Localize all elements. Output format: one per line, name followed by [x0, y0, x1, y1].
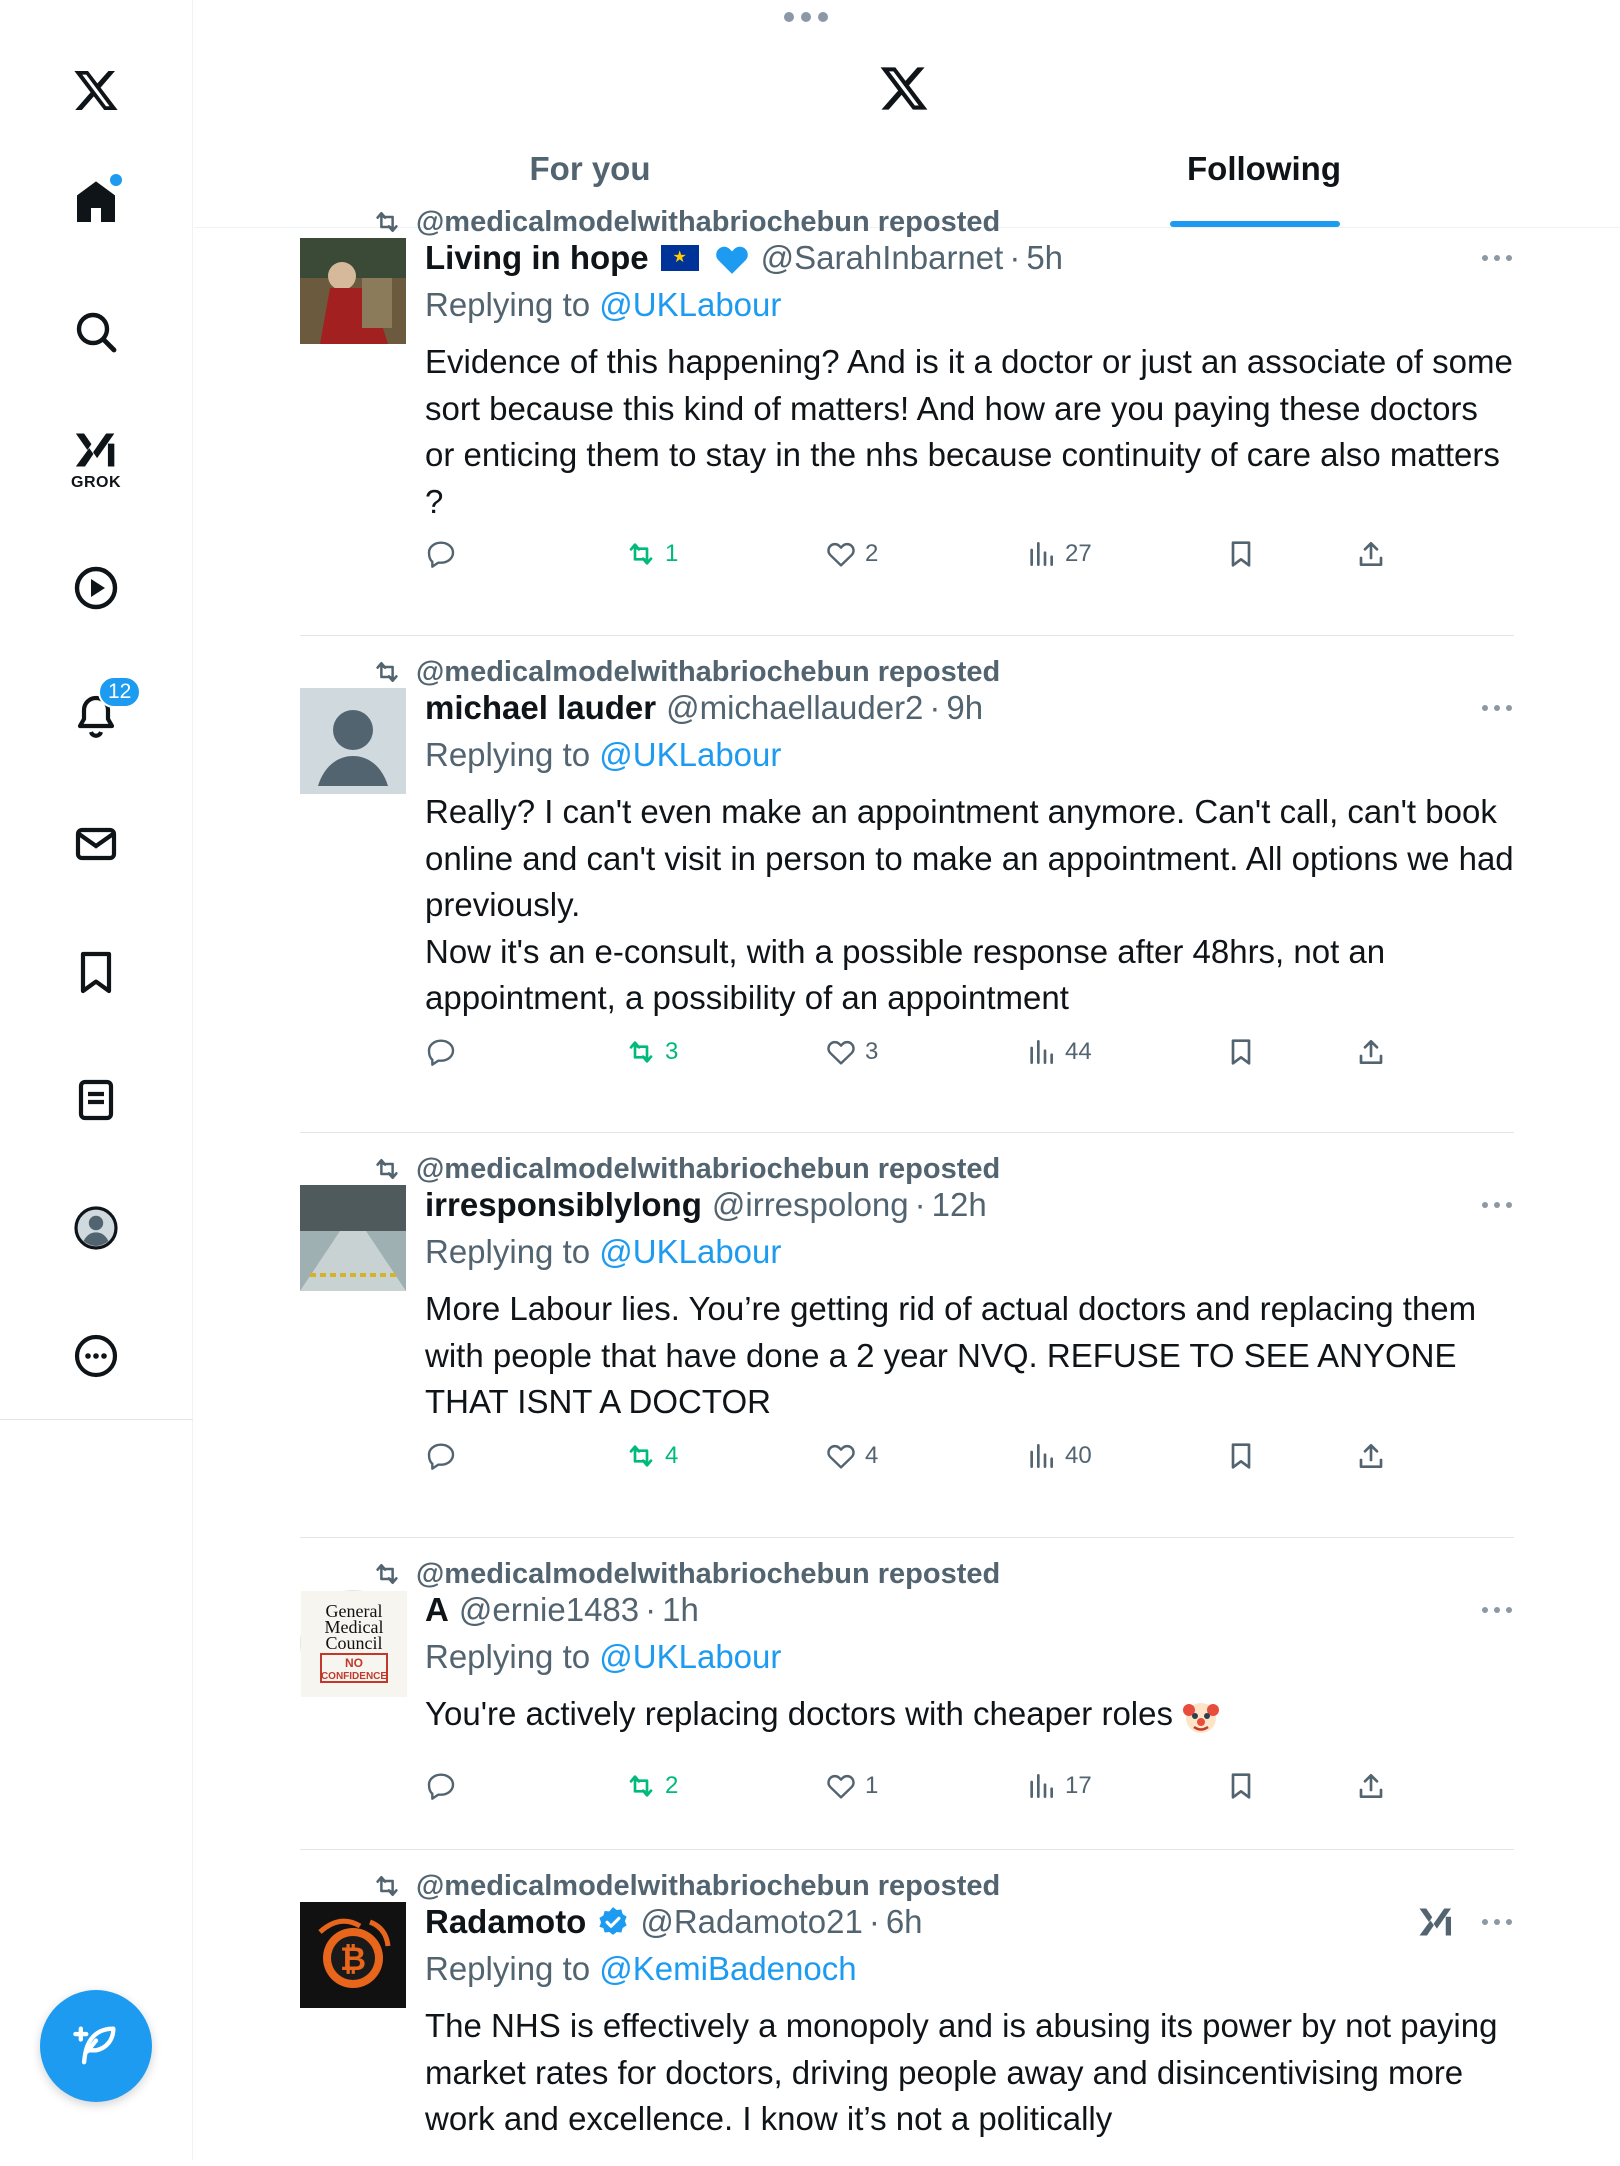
- mention-link[interactable]: @UKLabour: [599, 286, 782, 323]
- eu-flag-emoji: [661, 245, 699, 271]
- share-button[interactable]: [1355, 1030, 1395, 1074]
- timeline-feed: [194, 205, 1620, 2160]
- views-chart-icon: [1025, 1770, 1057, 1802]
- grok-label: GROK: [71, 474, 121, 491]
- repost-button[interactable]: 1: [625, 532, 678, 576]
- sidebar-item-messages[interactable]: [56, 804, 136, 884]
- heart-icon: [825, 1440, 857, 1472]
- views-chart-icon: [1025, 1036, 1057, 1068]
- sidebar-item-more[interactable]: [56, 1316, 136, 1396]
- window-handle-dots[interactable]: [784, 12, 828, 22]
- views-button[interactable]: 44: [1025, 1030, 1092, 1074]
- svg-text:₿: ₿: [339, 1941, 367, 1977]
- reply-button[interactable]: [425, 1030, 465, 1074]
- tab-following[interactable]: Following: [1187, 150, 1341, 187]
- default-avatar-image: [300, 688, 406, 794]
- author-handle[interactable]: @SarahInbarnet: [760, 239, 1004, 276]
- avatar[interactable]: [300, 1185, 406, 1291]
- reply-icon: [425, 1770, 457, 1802]
- share-icon: [1355, 1036, 1387, 1068]
- post[interactable]: @medicalmodelwithabriochebun reposted ₿ Radamoto @Radamoto21 · 6h Replying to @KemiBadenoch The NHS is effectively a monopoly and is abusing its power by not paying market rates for doctors, driving people away and disincentivising more work and excellence. I know it’s not a politically: [300, 1866, 1514, 2166]
- bookmark-icon: [72, 948, 120, 996]
- post-divider: [300, 1537, 1514, 1538]
- more-options-icon[interactable]: [1480, 1200, 1514, 1210]
- reply-button[interactable]: [425, 532, 465, 576]
- author-handle[interactable]: @Radamoto21: [640, 1903, 863, 1940]
- avatar[interactable]: [300, 1590, 406, 1696]
- mention-link[interactable]: @UKLabour: [599, 1233, 782, 1270]
- like-button[interactable]: 2: [825, 532, 878, 576]
- repost-indicator: @medicalmodelwithabriochebun reposted: [372, 1866, 1000, 1906]
- repost-indicator: @medicalmodelwithabriochebun reposted: [372, 1149, 1000, 1189]
- share-icon: [1355, 1440, 1387, 1472]
- sidebar: [0, 0, 193, 2160]
- svg-text:CONFIDENCE: CONFIDENCE: [320, 1671, 388, 1682]
- avatar[interactable]: [300, 688, 406, 794]
- reply-icon: [425, 538, 457, 570]
- post[interactable]: @medicalmodelwithabriochebun reposted michael lauder @michaellauder2 · 9h Replying to @UKLabour Really? I can't even make an appointment anymore. Can't call, can't book online and can't visit in person to make an appointment. All options we had previously. Now it's an e-consult, with a possible response after 48hrs, not an appointment, a possibility of an appointment 3 3 44: [300, 652, 1514, 1122]
- post[interactable]: @medicalmodelwithabriochebun reposted Living in hope ★ @SarahInbarnet · 5h Replying to @UKLabour Evidence of this happening? And is it a doctor or just an associate of some sort because this kind of matters! And how are you paying these doctors or enticing them to stay in the nhs because continuity of care also matters ? 1 2 27: [300, 202, 1514, 622]
- tab-for-you[interactable]: For you: [529, 150, 651, 187]
- list-icon: [72, 1076, 120, 1124]
- compose-feather-icon: [70, 2020, 122, 2072]
- replying-to: Replying to @UKLabour: [425, 1233, 782, 1270]
- post-text: You're actively replacing doctors with cheaper roles: [425, 1691, 1515, 1738]
- video-play-icon: [72, 564, 120, 612]
- post-divider: [300, 1849, 1514, 1850]
- bookmark-button[interactable]: [1225, 532, 1265, 576]
- post-actions: [425, 1030, 1515, 1074]
- author-name[interactable]: Living in hope: [425, 239, 649, 276]
- reply-icon: [425, 1036, 457, 1068]
- repost-button[interactable]: 4: [625, 1434, 678, 1478]
- post-time[interactable]: 5h: [1026, 239, 1064, 276]
- like-button[interactable]: 1: [825, 1764, 878, 1808]
- repost-button[interactable]: 2: [625, 1764, 678, 1808]
- more-options-icon[interactable]: [1480, 703, 1514, 713]
- heart-icon: [825, 1036, 857, 1068]
- views-chart-icon: [1025, 538, 1057, 570]
- sidebar-item-lists[interactable]: [56, 1060, 136, 1140]
- x-logo-icon: [878, 62, 930, 114]
- avatar[interactable]: [300, 238, 406, 344]
- repost-icon: [372, 1559, 402, 1589]
- post-divider: [300, 1132, 1514, 1133]
- repost-icon: [625, 538, 657, 570]
- sidebar-item-notifications[interactable]: [56, 676, 136, 756]
- notifications-badge: 12: [98, 676, 141, 708]
- post-divider: [300, 635, 1514, 636]
- grok-icon: [72, 428, 120, 472]
- share-button[interactable]: [1355, 532, 1395, 576]
- post-time[interactable]: 1h: [662, 1591, 699, 1628]
- post-actions: [425, 1434, 1515, 1478]
- repost-icon: [372, 1154, 402, 1184]
- replying-to: Replying to @KemiBadenoch: [425, 1950, 857, 1987]
- post-text: Evidence of this happening? And is it a doctor or just an associate of some sort because this kind of matters! And how are you paying these doctors or enticing them to stay in the nhs because continuity of care also matters ?: [425, 343, 1522, 520]
- gmc-no-confidence-avatar: [301, 1591, 407, 1697]
- compose-post-button[interactable]: [40, 1990, 152, 2102]
- mail-icon: [72, 820, 120, 868]
- repost-button[interactable]: 3: [625, 1030, 678, 1074]
- repost-icon: [372, 207, 402, 237]
- post[interactable]: @medicalmodelwithabriochebun reposted General Medical Council NO CONFIDENCE A @ernie1483 · 1h Replying to @UKLabour You're actively replacing doctors with cheaper roles 2 1 17: [300, 1554, 1514, 1854]
- heart-icon: [825, 1770, 857, 1802]
- like-button[interactable]: 3: [825, 1030, 878, 1074]
- post-actions: [425, 1764, 1515, 1808]
- svg-text:General: General: [325, 1601, 383, 1621]
- mention-link[interactable]: @UKLabour: [599, 736, 782, 773]
- post-actions: [425, 532, 1515, 576]
- avatar-image: [300, 1185, 406, 1291]
- repost-icon: [372, 1871, 402, 1901]
- replying-to: Replying to @UKLabour: [425, 736, 782, 773]
- post-text: More Labour lies. You’re getting rid of actual doctors and replacing them with people that have done a 2 year NVQ. REFUSE TO SEE ANYONE THAT ISNT A DOCTOR: [425, 1290, 1486, 1420]
- author-name[interactable]: A: [425, 1591, 449, 1628]
- author-name[interactable]: michael lauder: [425, 689, 657, 726]
- views-button[interactable]: 27: [1025, 532, 1092, 576]
- post-text: The NHS is effectively a monopoly and is abusing its power by not paying market rates for doctors, driving people away and disincentivising more work and excellence. I know it’s not a politically: [425, 2007, 1507, 2137]
- more-options-icon[interactable]: [1480, 253, 1514, 263]
- post-time[interactable]: 9h: [946, 689, 984, 726]
- sidebar-item-bookmarks[interactable]: [56, 932, 136, 1012]
- grok-explain-icon[interactable]: [1416, 1904, 1456, 1940]
- sidebar-divider: [0, 1419, 193, 1420]
- search-icon: [72, 308, 120, 356]
- post-time[interactable]: 6h: [885, 1903, 923, 1940]
- author-handle[interactable]: @michaellauder2: [666, 689, 924, 726]
- home-unread-dot: [110, 174, 122, 186]
- share-icon: [1355, 1770, 1387, 1802]
- bookmark-button[interactable]: [1225, 1434, 1265, 1478]
- sidebar-item-search[interactable]: [56, 292, 136, 372]
- post-time[interactable]: 12h: [931, 1186, 987, 1223]
- avatar[interactable]: [300, 1902, 406, 2008]
- share-icon: [1355, 538, 1387, 570]
- bookmark-button[interactable]: [1225, 1030, 1265, 1074]
- reply-button[interactable]: [425, 1434, 465, 1478]
- post-text: Really? I can't even make an appointment anymore. Can't call, can't book online and can't visit in person to make an appointment. All options we had previously. Now it's an e-consult, with a possible response after 48hrs, not an appointment, a possibility of an appointment: [425, 793, 1514, 1016]
- more-options-icon[interactable]: [1480, 1605, 1514, 1615]
- author-name[interactable]: irresponsiblylong: [425, 1186, 702, 1223]
- views-chart-icon: [1025, 1440, 1057, 1472]
- svg-text:Council: Council: [325, 1633, 383, 1653]
- views-button[interactable]: 17: [1025, 1764, 1092, 1808]
- bookmark-icon: [1225, 1036, 1257, 1068]
- replying-to: Replying to @UKLabour: [425, 286, 782, 323]
- x-logo-icon: [72, 66, 120, 114]
- x-logo-link[interactable]: [56, 50, 136, 130]
- blue-heart-emoji: [713, 240, 751, 276]
- timeline-header: [194, 0, 1620, 228]
- repost-icon: [625, 1440, 657, 1472]
- sidebar-item-home[interactable]: [56, 162, 136, 242]
- repost-indicator: @medicalmodelwithabriochebun reposted: [372, 652, 1000, 692]
- sidebar-item-profile[interactable]: [56, 1188, 136, 1268]
- repost-indicator: @medicalmodelwithabriochebun reposted: [372, 202, 1000, 242]
- clown-emoji: [1181, 1696, 1221, 1736]
- author-name[interactable]: Radamoto: [425, 1903, 587, 1940]
- repost-icon: [625, 1036, 657, 1068]
- repost-icon: [625, 1770, 657, 1802]
- sidebar-item-grok[interactable]: [56, 420, 136, 500]
- svg-text:Medical: Medical: [324, 1617, 384, 1637]
- share-button[interactable]: [1355, 1434, 1395, 1478]
- replying-to: Replying to @UKLabour: [425, 1638, 782, 1675]
- sidebar-item-video[interactable]: [56, 548, 136, 628]
- reply-icon: [425, 1440, 457, 1472]
- views-button[interactable]: 40: [1025, 1434, 1092, 1478]
- more-circle-icon: [72, 1332, 120, 1380]
- author-handle[interactable]: @ernie1483: [458, 1591, 640, 1628]
- bookmark-icon: [1225, 1440, 1257, 1472]
- more-options-icon[interactable]: [1480, 1917, 1514, 1927]
- bookmark-icon: [1225, 538, 1257, 570]
- repost-indicator: @medicalmodelwithabriochebun reposted: [372, 1554, 1000, 1594]
- author-handle[interactable]: @irrespolong: [711, 1186, 909, 1223]
- share-button[interactable]: [1355, 1764, 1395, 1808]
- post[interactable]: @medicalmodelwithabriochebun reposted irresponsiblylong @irrespolong · 12h Replying to @UKLabour More Labour lies. You’re getting rid of actual doctors and replacing them with people that have done a 2 year NVQ. REFUSE TO SEE ANYONE THAT ISNT A DOCTOR 4 4 40: [300, 1149, 1514, 1529]
- bookmark-icon: [1225, 1770, 1257, 1802]
- bitcoin-dragon-avatar: [300, 1902, 406, 2008]
- reply-button[interactable]: [425, 1764, 465, 1808]
- like-button[interactable]: 4: [825, 1434, 878, 1478]
- avatar-image: [300, 238, 406, 344]
- mention-link[interactable]: @KemiBadenoch: [599, 1950, 857, 1987]
- profile-icon: [72, 1204, 120, 1252]
- heart-icon: [825, 538, 857, 570]
- verified-badge-icon: [596, 1905, 630, 1939]
- repost-icon: [372, 657, 402, 687]
- bookmark-button[interactable]: [1225, 1764, 1265, 1808]
- svg-text:NO: NO: [345, 1656, 363, 1670]
- mention-link[interactable]: @UKLabour: [599, 1638, 782, 1675]
